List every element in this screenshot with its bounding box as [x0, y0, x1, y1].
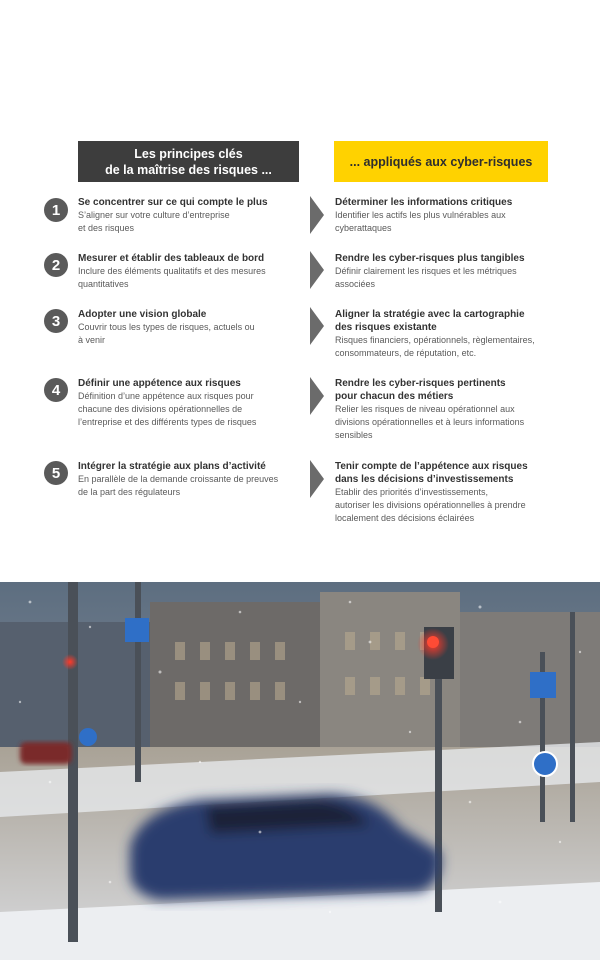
header-right-label: ... appliqués aux cyber-risques	[349, 154, 533, 169]
principle-3	[78, 308, 300, 347]
principle-4	[78, 377, 300, 429]
application-title: Rendre les cyber-risques pertinents	[335, 378, 506, 389]
snowy-street-photo	[0, 582, 600, 960]
application-title: pour chacun des métiers	[335, 391, 454, 402]
application-desc-line: Etablir des priorités d’investissements,	[335, 487, 489, 497]
header-applied-cyber	[334, 141, 548, 182]
principle-title: Adopter une vision globale	[78, 309, 207, 320]
principle-desc-line: à venir	[78, 335, 106, 345]
application-desc-line: sensibles	[335, 430, 373, 440]
step-number-4: 4	[44, 378, 68, 402]
principle-desc-line: de la part des régulateurs	[78, 487, 181, 497]
principle-desc-line: En parallèle de la demande croissante de preuves	[78, 474, 279, 484]
application-title: dans les décisions d’investissements	[335, 474, 514, 485]
step-number-3: 3	[44, 309, 68, 333]
principle-desc-line: Définition d’une appétence aux risques pour	[78, 391, 254, 401]
application-3	[335, 308, 553, 360]
application-desc-line: Risques financiers, opérationnels, règlementaires,	[335, 335, 535, 345]
chevron-right-icon	[310, 307, 324, 345]
principle-desc-line: et des risques	[78, 223, 135, 233]
step-number-5: 5	[44, 461, 68, 485]
application-title: Rendre les cyber-risques plus tangibles	[335, 253, 525, 264]
application-desc-line: Relier les risques de niveau opérationnel aux	[335, 404, 515, 414]
application-5	[335, 460, 553, 525]
chevron-right-icon	[310, 196, 324, 234]
application-desc-line: localement des décisions éclairées	[335, 513, 475, 523]
principle-title: Définir une appétence aux risques	[78, 378, 241, 389]
header-left-line1: Les principes clés	[134, 146, 243, 161]
chevron-right-icon	[310, 460, 324, 498]
principle-desc-line: S’aligner sur votre culture d’entreprise	[78, 210, 230, 220]
principle-1	[78, 196, 300, 235]
application-desc-line: consommateurs, de réputation, etc.	[335, 348, 477, 358]
principle-title: Mesurer et établir des tableaux de bord	[78, 253, 265, 264]
step-number-2: 2	[44, 253, 68, 277]
chevron-right-icon	[310, 377, 324, 415]
application-title: Aligner la stratégie avec la cartographie	[335, 309, 525, 320]
principle-title: Intégrer la stratégie aux plans d’activité	[78, 461, 266, 472]
header-key-principles	[78, 141, 299, 182]
application-desc-line: Identifier les actifs les plus vulnérables aux	[335, 210, 506, 220]
application-4	[335, 377, 553, 442]
step-number-1: 1	[44, 198, 68, 222]
header-left-line2: de la maîtrise des risques ...	[105, 162, 272, 177]
application-2	[335, 252, 553, 291]
principle-desc-line: chacune des divisions opérationnelles de	[78, 404, 243, 414]
principle-desc-line: l’entreprise et des différents types de risques	[78, 417, 257, 427]
application-1	[335, 196, 553, 235]
principle-5	[78, 460, 300, 499]
principle-desc-line: Couvrir tous les types de risques, actuels ou	[78, 322, 255, 332]
principle-title: Se concentrer sur ce qui compte le plus	[78, 197, 268, 208]
application-title: des risques existante	[335, 322, 437, 333]
application-desc-line: cyberattaques	[335, 223, 392, 233]
application-title: Tenir compte de l’appétence aux risques	[335, 461, 528, 472]
principle-desc-line: quantitatives	[78, 279, 129, 289]
application-desc-line: associées	[335, 279, 376, 289]
application-desc-line: divisions opérationnelles et à leurs informations	[335, 417, 525, 427]
application-title: Déterminer les informations critiques	[335, 197, 513, 208]
application-desc-line: Définir clairement les risques et les métriques	[335, 266, 517, 276]
chevron-right-icon	[310, 251, 324, 289]
application-desc-line: autoriser les divisions opérationnelles à prendre	[335, 500, 526, 510]
principle-desc-line: Inclure des éléments qualitatifs et des mesures	[78, 266, 266, 276]
principle-2	[78, 252, 300, 291]
